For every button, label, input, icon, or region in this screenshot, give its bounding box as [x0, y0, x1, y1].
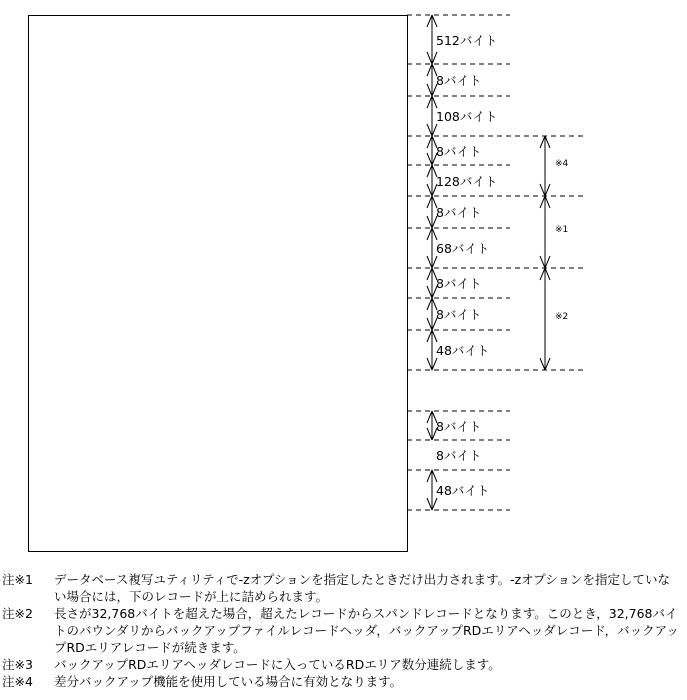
byte-size-label: 8バイト — [436, 418, 482, 434]
byte-size-label: 8バイト — [436, 307, 482, 322]
notes — [2, 571, 682, 690]
byte-size-label: 8バイト — [436, 205, 482, 220]
note-2 — [2, 605, 682, 656]
note-key: 注※3 — [2, 657, 33, 672]
byte-size-label: 48バイト — [436, 343, 490, 358]
note-1 — [2, 571, 682, 605]
note-key: 注※1 — [2, 572, 33, 587]
note-key: 注※2 — [2, 606, 33, 621]
note-3 — [2, 656, 682, 673]
byte-size-label: 512バイト — [436, 32, 498, 48]
byte-size-label: 8バイト — [436, 73, 482, 88]
byte-size-label: 8バイト — [436, 143, 482, 159]
note-key: 注※4 — [2, 674, 33, 689]
note-text: 差分バックアップ機能を使用している場合に有効となります。 — [54, 674, 403, 689]
byte-size-label: 108バイト — [436, 109, 498, 124]
note-text: 長さが32,768バイトを超えた場合，超えたレコードからスパンドレコードとなります。このとき，32,768バイトのバウンダリからバックアップファイルレコードヘッダ，バックアップRDエリアヘッダレコード，バックアップRDエリアレコードが続きます。 — [54, 606, 679, 655]
byte-size-label: 8バイト — [436, 276, 482, 291]
note-text: データベース複写ユティリティで-zオプションを指定したときだけ出力されます。-zオプションを指定していない場合には，下のレコードが上に詰められます。 — [54, 572, 671, 604]
note-4 — [2, 673, 682, 690]
byte-size-label: 8バイト — [436, 448, 482, 463]
byte-size-label: 128バイト — [436, 173, 498, 189]
byte-size-label: 68バイト — [436, 241, 490, 256]
note-text: バックアップRDエリアヘッダレコードに入っているRDエリア数分連続します。 — [54, 657, 501, 672]
group-note-mark: ※1 — [555, 225, 569, 235]
group-note-mark: ※2 — [555, 312, 569, 322]
byte-size-label: 48バイト — [436, 483, 490, 498]
group-note-mark: ※4 — [555, 159, 569, 169]
